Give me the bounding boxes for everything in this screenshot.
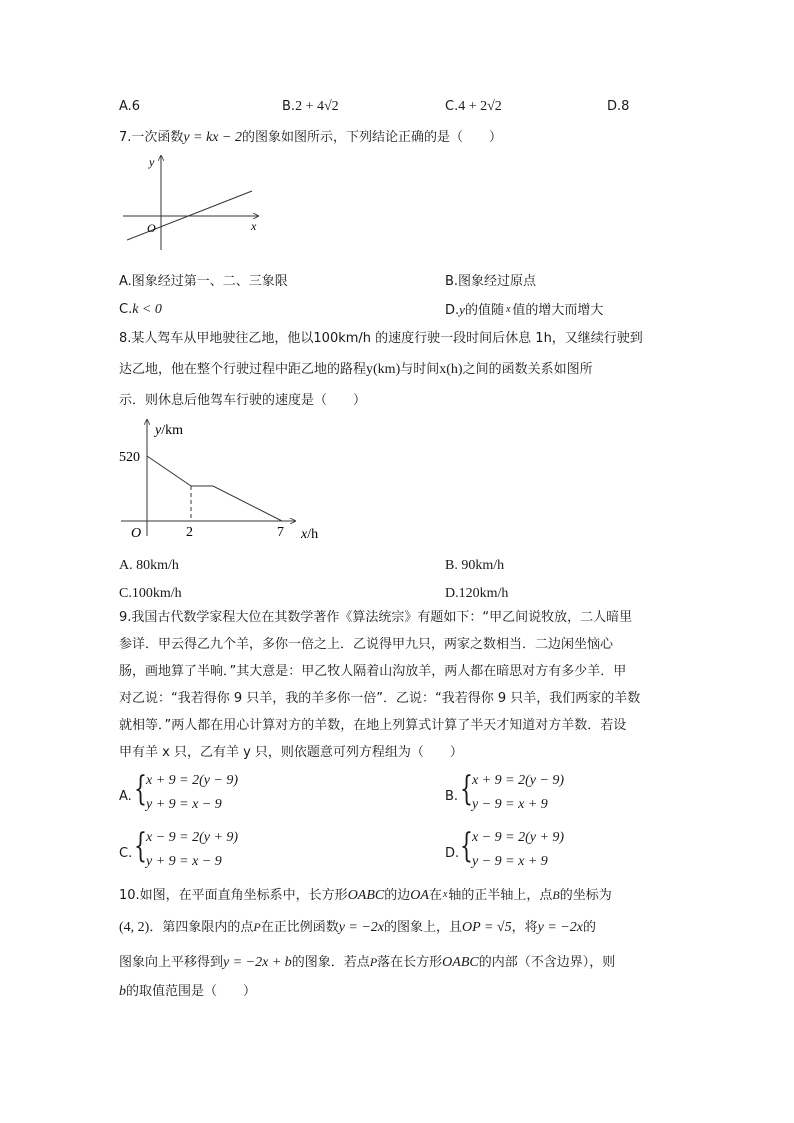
q9-stem-line1: 9.我国古代数学家程大位在其数学著作《算法统宗》有题如下：“甲乙间说牧放，二人暗里 [119,610,633,625]
q10-l1-oabc: OABC [347,888,385,903]
q10-l1-d: 轴的正半轴上，点 [448,888,553,903]
q8-graph [115,414,330,544]
q9-option-c-brace: { [134,826,147,866]
q9-option-a-eq2: y + 9 = x − 9 [146,797,222,812]
q8-stem-line3: 示．则休息后他驾车行驶的速度是（ ） [119,393,367,408]
q7-y-label: y [149,155,155,169]
q8-option-a: A. 80km/h [119,558,179,573]
q8-line2-a: 达乙地，他在整个行驶过程中距乙地的路程 [119,362,367,377]
q7-option-c [119,301,162,319]
q8-x-tick-2: 2 [186,525,193,540]
q10-l3-c: 落在长方形 [377,955,443,970]
q10-stem-line3 [119,953,615,972]
q10-l1-B: B [552,888,560,902]
q7-option-b: B.图象经过原点 [445,274,537,289]
q6-option-c-expr: 4 + 2√2 [458,99,502,114]
q8-x-label: x/h [301,527,319,542]
q9-stem-line3: 肠，画地算了半晌．”其大意是：甲乙牧人隔着山沟放羊，两人都在暗思对方有多少羊．甲 [119,664,627,679]
q7-option-d-text1: 的值随 [464,303,504,318]
q7-stem-prefix: 7.一次函数 [119,130,184,145]
q9-option-a-label: A. [119,789,132,804]
q9-stem-line4: 对乙说：“我若得你 9 只羊，我的羊多你一倍”．乙说：“我若得你 9 只羊，我们两家的羊数 [119,691,641,706]
q8-y-tick-520: 520 [119,450,140,465]
q9-option-b-brace: { [460,769,473,809]
q6-option-b-label: B. [282,99,296,114]
q7-stem-suffix: 的图象如图所示，下列结论正确的是（ ） [241,130,502,145]
q8-line2-c: 之间的函数关系如图所 [462,362,593,377]
q7-stem [119,129,502,147]
q10-l3-a: 图象向上平移得到 [119,955,224,970]
q10-l2-b: 在正比例函数 [260,920,339,935]
q7-option-d-label: D. [445,303,460,318]
q6-option-c [445,98,502,116]
q10-l2-a: ．第四象限内的点 [149,920,254,935]
q7-option-d [445,301,603,320]
q6-option-d: D.8 [607,99,630,114]
q7-option-d-y: y [459,302,465,317]
q7-function-expr: y = kx − 2 [183,130,242,145]
q7-option-d-text2: 值的增大而增大 [512,303,604,318]
q10-l2-d: ，将 [511,920,538,935]
q10-l1-b: 的边 [384,888,411,903]
q10-l1-oa: OA [410,888,429,903]
q10-stem-line2 [119,918,596,937]
q10-l3-b: 的图象．若点 [291,955,370,970]
q9-option-c-eq2: y + 9 = x − 9 [146,854,222,869]
q9-option-b-eq2: y − 9 = x + 9 [472,797,548,812]
q10-stem-line1 [119,886,612,905]
q10-l2-fn2: y = −2x [537,920,583,935]
q9-option-b-label: B. [445,789,459,804]
q8-x-tick-7: 7 [277,525,284,540]
q8-line2-b: 与时间 [400,362,440,377]
q10-l2-fn: y = −2x [338,920,385,935]
q9-option-a-brace: { [134,769,147,809]
q9-option-a-eq1: x + 9 = 2(y − 9) [146,773,239,788]
q6-option-c-label: C. [445,99,459,114]
q7-option-d-x: x [505,304,511,315]
q9-stem-line6: 甲有羊 x 只，乙有羊 y 只，则依题意可列方程组为（ ） [119,745,463,760]
q9-option-c-eq1: x − 9 = 2(y + 9) [146,830,239,845]
q10-l2-e: 的 [582,920,596,935]
q7-option-c-expr: k < 0 [132,302,162,317]
q8-option-c: C.100km/h [119,586,182,601]
q6-option-a: A.6 [119,99,141,114]
q8-distance-line [147,456,282,521]
q9-option-d-eq1: x − 9 = 2(y + 9) [472,830,565,845]
q9-option-b-eq1: x + 9 = 2(y − 9) [472,773,565,788]
q10-l4-a: 的取值范围是（ ） [126,984,257,999]
q10-l2-c: 的图象上，且 [384,920,463,935]
q9-option-c-label: C. [119,846,133,861]
q9-stem-line2: 参详．甲云得乙九个羊，多你一倍之上．乙说得甲九只，两家之数相当．二边闲坐恼心 [119,637,614,652]
q10-l2-coord: (4, 2) [119,920,150,935]
q7-option-c-label: C. [119,302,133,317]
q8-stem-line2 [119,361,593,379]
q10-l3-fn: y = −2x + b [223,955,292,970]
q9-option-d-label: D. [445,846,460,861]
q10-l3-d: 的内部（不含边界），则 [478,955,616,970]
q7-option-a: A.图象经过第一、二、三象限 [119,274,288,289]
q7-origin-label: O [147,221,156,235]
q10-l1-c: 在 [428,888,442,903]
q10-l3-P: P [369,955,378,969]
q7-x-label: x [251,219,257,233]
q9-option-d-eq2: y − 9 = x + 9 [472,854,548,869]
q10-stem-line4 [119,983,256,1001]
q10-l3-oabc: OABC [442,955,479,970]
q8-line2-x: x(h) [439,362,463,377]
q8-origin-label: O [131,526,142,541]
q8-y-label: y/km [155,423,183,438]
q10-l2-op: OP = √5 [462,920,512,935]
q8-option-d: D.120km/h [445,586,509,601]
q8-line2-y: y(km) [366,362,401,377]
q6-option-b-expr: 2 + 4√2 [295,99,339,114]
q10-l1-x: x [442,889,448,900]
q8-stem-line1: 8.某人驾车从甲地驶往乙地，他以100km/h 的速度行驶一段时间后休息 1h，又继续行驶到 [119,331,643,346]
q9-option-d-brace: { [460,826,473,866]
q6-option-b [282,98,339,116]
q8-option-b: B. 90km/h [445,558,505,573]
q10-l2-P: P [253,920,261,934]
q10-l1-a: 10.如图，在平面直角坐标系中，长方形 [119,888,348,903]
q10-l1-e: 的坐标为 [559,888,612,903]
q7-graph [115,150,265,250]
q10-l4-b: b [119,984,126,999]
q9-stem-line5: 就相等．”两人都在用心计算对方的羊数，在地上列算式计算了半天才知道对方羊数．若设 [119,718,627,733]
